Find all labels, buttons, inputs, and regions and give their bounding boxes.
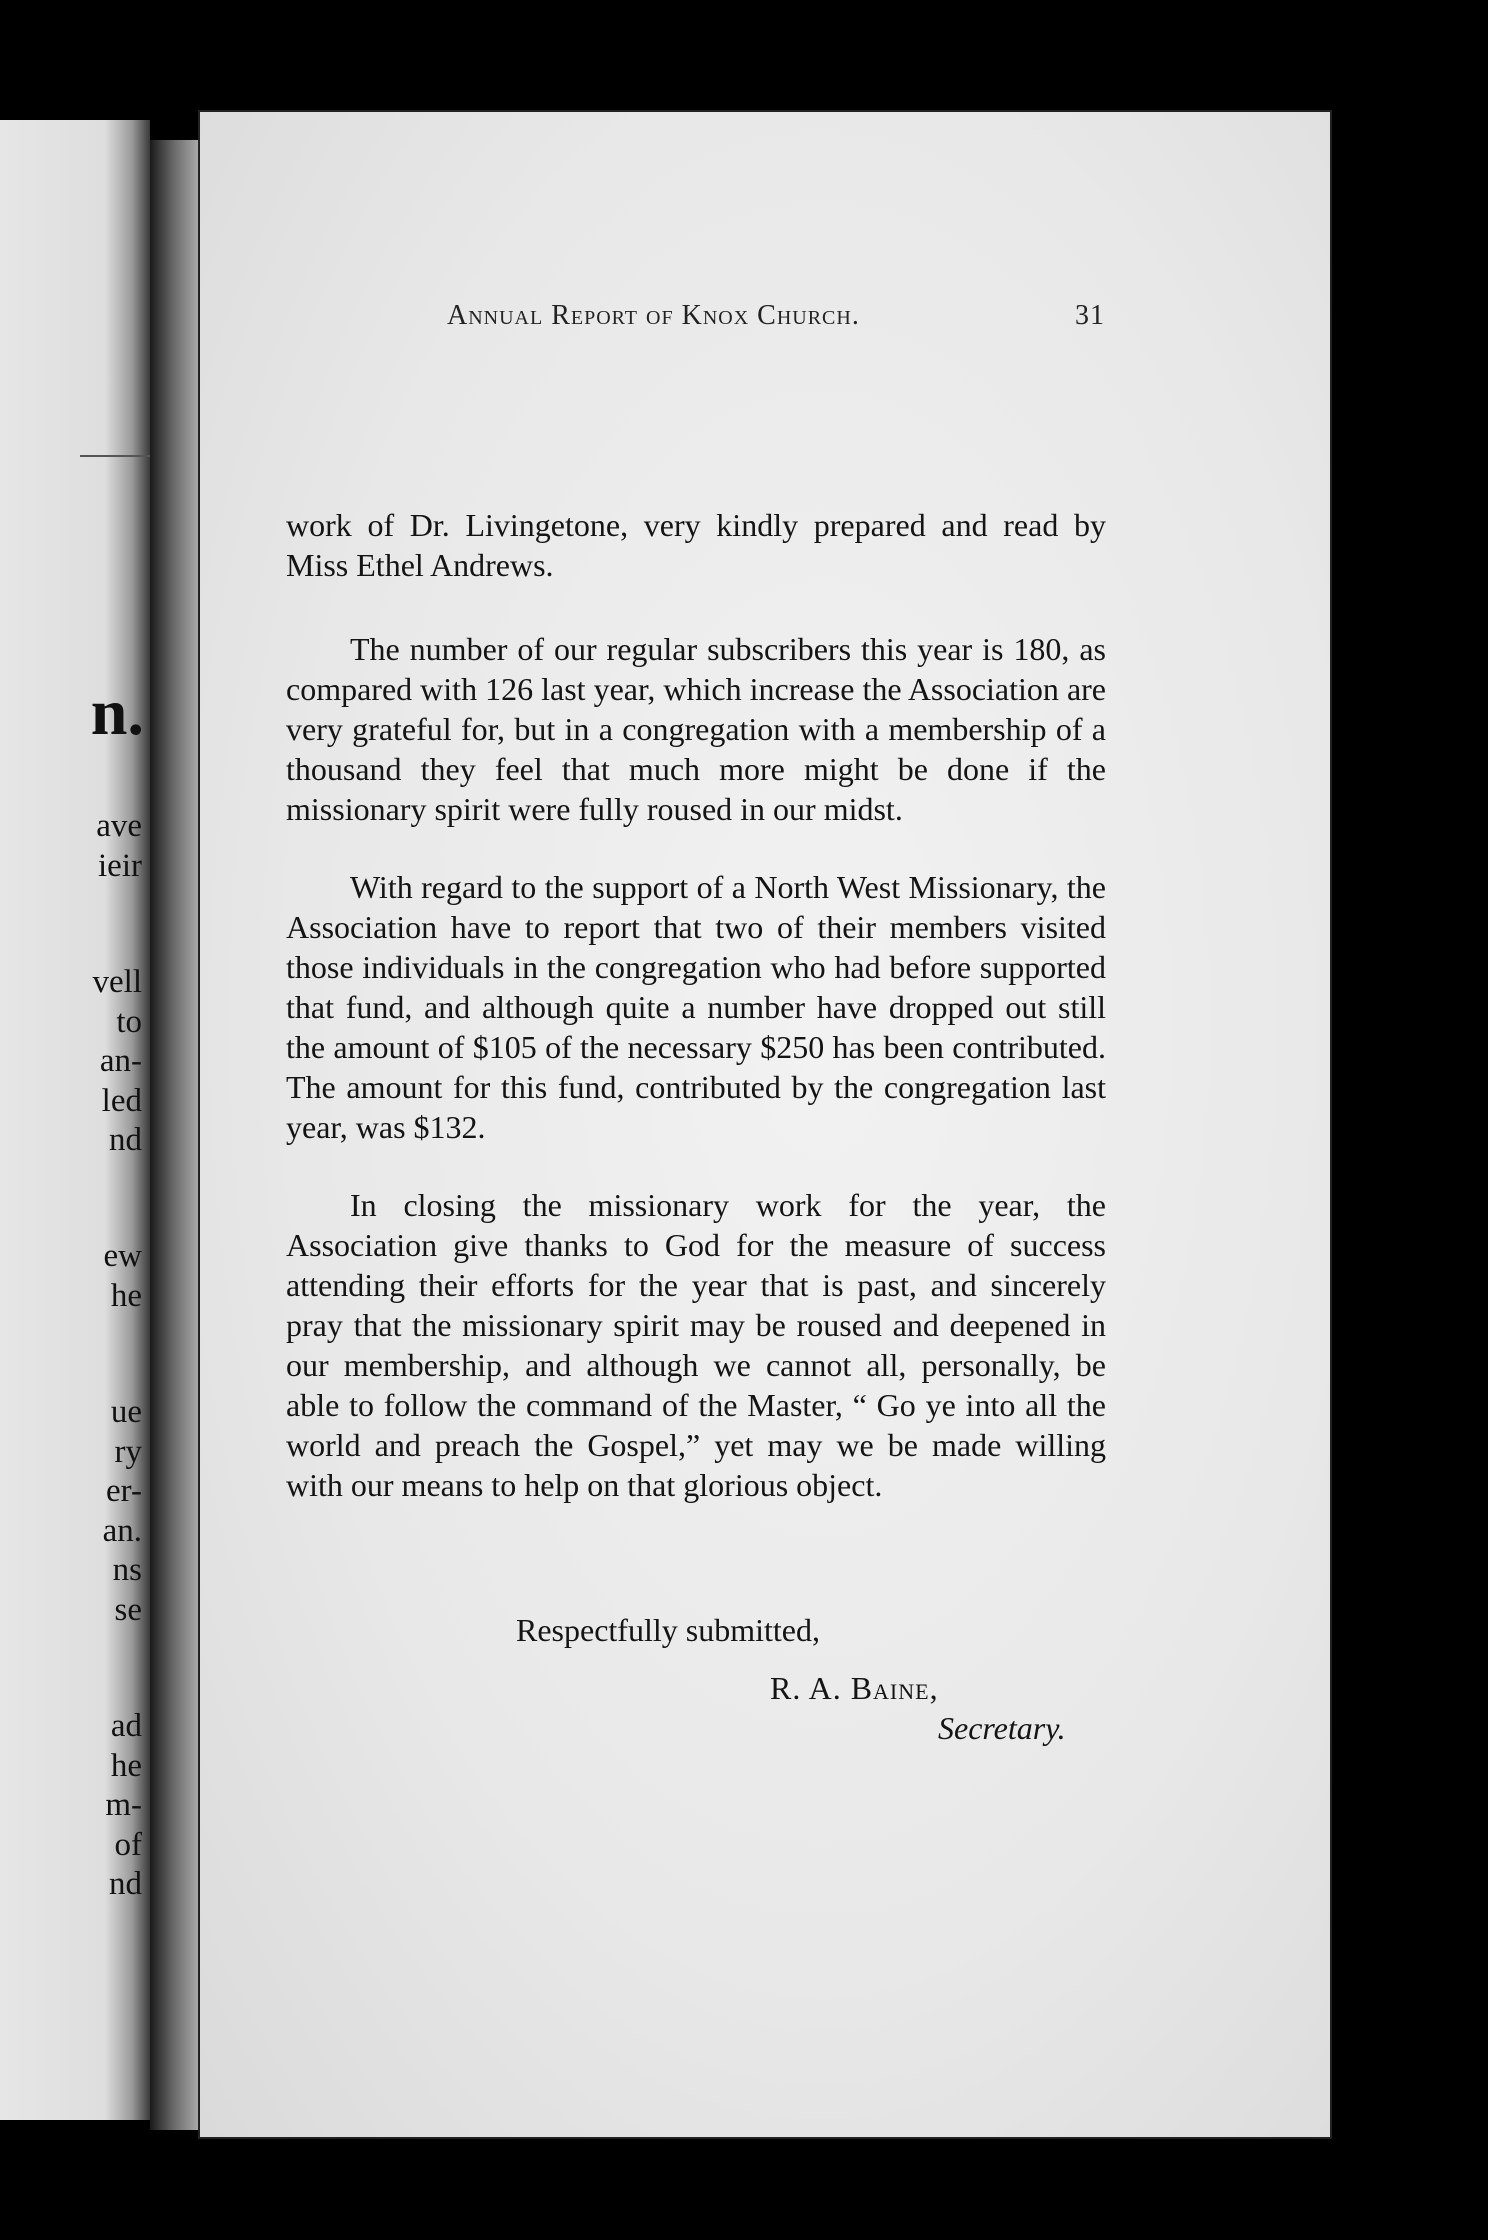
paragraph: With regard to the support of a North West Missionary, the Association have to report that two of their members visited those individuals in the congregation who had before supported that fund, and although quite a number have dropped out still the amount of $105 of the necessary $250 has been contributed. The amount for this fund, contributed by the congregation last year, was $132. [286, 869, 1106, 1145]
left-page-line-fragment: of [114, 1827, 142, 1863]
left-page-heading-fragment: n. [90, 676, 144, 749]
left-page-line-fragment: ue [110, 1394, 142, 1430]
left-facing-page [0, 120, 150, 2120]
left-page-line-fragment: nd [109, 1122, 142, 1158]
page-number: 31 [1075, 300, 1105, 331]
signer-name [770, 1670, 939, 1707]
left-page-line-fragment: he [110, 1748, 142, 1784]
left-page-line-fragment: an- [99, 1043, 142, 1079]
left-page-line-fragment: ns [112, 1552, 142, 1588]
signer-name-text: R. A. Baine, [770, 1670, 939, 1706]
left-page-line-fragment: ry [114, 1434, 142, 1470]
running-title: Annual Report of Knox Church. [447, 300, 860, 331]
paragraph: In closing the missionary work for the year, the Association give thanks to God for the measure of success attending their efforts for the year that is past, and sincerely pray that the missionary spirit may be roused and deepened in our membership, and although we cannot all, personally, be able to follow the command of the Master, “ Go ye into all the world and preach the Gospel,” yet may we be made willing with our means to help on that glorious object. [286, 1187, 1106, 1503]
signer-title: Secretary. [938, 1710, 1066, 1746]
left-page-line-fragment: he [110, 1278, 142, 1314]
paragraph: work of Dr. Livingetone, very kindly prepared and read by Miss Ethel Andrews. [286, 507, 1106, 583]
left-page-line-fragment: ieir [98, 848, 142, 884]
report-body [286, 505, 1106, 1543]
left-page-rule [80, 455, 150, 457]
left-page-line-fragment: m- [105, 1787, 142, 1823]
left-page-line-fragment: se [114, 1592, 142, 1628]
paragraph: The number of our regular subscribers this year is 180, as compared with 126 last year, which increase the Association are very grateful for, but in a congregation with a membership of a thousand they feel that much more might be done if the missionary spirit were fully roused in our midst. [286, 631, 1106, 827]
left-page-line-fragment: ew [103, 1238, 142, 1274]
left-page-line-fragment: ave [96, 808, 142, 844]
running-header [245, 300, 1105, 346]
left-page-line-fragment: er- [106, 1473, 142, 1509]
left-page-line-fragment: vell [92, 964, 142, 1000]
left-page-line-fragment: an. [102, 1513, 142, 1549]
closing-line: Respectfully submitted, [516, 1612, 820, 1648]
left-page-line-fragment: to [116, 1004, 142, 1040]
left-page-line-fragment: ad [110, 1708, 142, 1744]
left-page-line-fragment: led [101, 1083, 142, 1119]
left-page-line-fragment: nd [109, 1866, 142, 1902]
